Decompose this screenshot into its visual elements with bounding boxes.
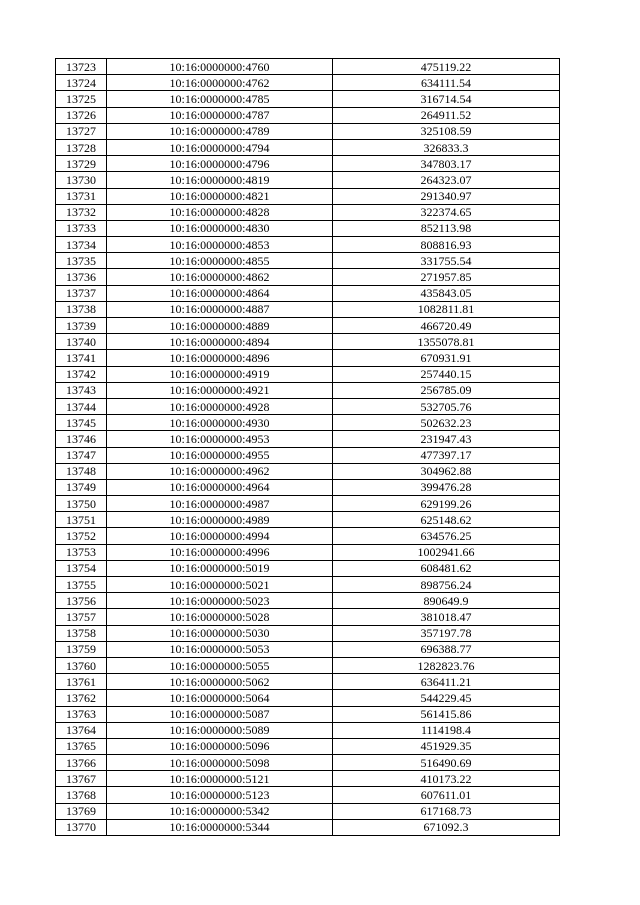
- cadastral-number-cell: 10:16:0000000:4862: [107, 269, 333, 285]
- cadastral-number-cell: 10:16:0000000:4928: [107, 398, 333, 414]
- row-number-cell: 13745: [56, 415, 107, 431]
- row-number-cell: 13763: [56, 706, 107, 722]
- table-row: [56, 301, 560, 317]
- value-cell: 264911.52: [333, 107, 560, 123]
- row-number-cell: 13752: [56, 528, 107, 544]
- cadastral-number-cell: 10:16:0000000:4794: [107, 139, 333, 155]
- value-cell: 670931.91: [333, 350, 560, 366]
- row-number-cell: 13746: [56, 431, 107, 447]
- value-cell: 1082811.81: [333, 301, 560, 317]
- row-number-cell: 13759: [56, 641, 107, 657]
- table-row: [56, 706, 560, 722]
- cadastral-number-cell: 10:16:0000000:4964: [107, 479, 333, 495]
- row-number-cell: 13750: [56, 496, 107, 512]
- table-row: [56, 447, 560, 463]
- cadastral-number-cell: 10:16:0000000:5064: [107, 690, 333, 706]
- cadastral-number-cell: 10:16:0000000:4930: [107, 415, 333, 431]
- row-number-cell: 13756: [56, 593, 107, 609]
- value-cell: 316714.54: [333, 91, 560, 107]
- value-cell: 291340.97: [333, 188, 560, 204]
- value-cell: 629199.26: [333, 496, 560, 512]
- value-cell: 1002941.66: [333, 544, 560, 560]
- table-body: [56, 59, 560, 836]
- table-row: [56, 512, 560, 528]
- row-number-cell: 13729: [56, 156, 107, 172]
- value-cell: 561415.86: [333, 706, 560, 722]
- value-cell: 636411.21: [333, 674, 560, 690]
- row-number-cell: 13761: [56, 674, 107, 690]
- cadastral-number-cell: 10:16:0000000:4796: [107, 156, 333, 172]
- cadastral-number-cell: 10:16:0000000:4989: [107, 512, 333, 528]
- value-cell: 1114198.4: [333, 722, 560, 738]
- value-cell: 634576.25: [333, 528, 560, 544]
- row-number-cell: 13762: [56, 690, 107, 706]
- value-cell: 516490.69: [333, 755, 560, 771]
- cadastral-number-cell: 10:16:0000000:4887: [107, 301, 333, 317]
- table-row: [56, 560, 560, 576]
- row-number-cell: 13739: [56, 318, 107, 334]
- cadastral-number-cell: 10:16:0000000:4921: [107, 382, 333, 398]
- row-number-cell: 13742: [56, 366, 107, 382]
- table-row: [56, 59, 560, 75]
- table-row: [56, 139, 560, 155]
- row-number-cell: 13744: [56, 398, 107, 414]
- value-cell: 466720.49: [333, 318, 560, 334]
- cadastral-number-cell: 10:16:0000000:4760: [107, 59, 333, 75]
- table-row: [56, 787, 560, 803]
- table-row: [56, 285, 560, 301]
- row-number-cell: 13725: [56, 91, 107, 107]
- table-row: [56, 479, 560, 495]
- cadastral-number-cell: 10:16:0000000:4819: [107, 172, 333, 188]
- row-number-cell: 13757: [56, 609, 107, 625]
- table-row: [56, 577, 560, 593]
- table-row: [56, 641, 560, 657]
- table-row: [56, 220, 560, 236]
- value-cell: 502632.23: [333, 415, 560, 431]
- cadastral-number-cell: 10:16:0000000:5021: [107, 577, 333, 593]
- cadastral-number-cell: 10:16:0000000:4830: [107, 220, 333, 236]
- cadastral-number-cell: 10:16:0000000:4896: [107, 350, 333, 366]
- table-row: [56, 593, 560, 609]
- cadastral-number-cell: 10:16:0000000:4864: [107, 285, 333, 301]
- row-number-cell: 13751: [56, 512, 107, 528]
- cadastral-number-cell: 10:16:0000000:5342: [107, 803, 333, 819]
- row-number-cell: 13768: [56, 787, 107, 803]
- value-cell: 451929.35: [333, 738, 560, 754]
- row-number-cell: 13758: [56, 625, 107, 641]
- table-row: [56, 755, 560, 771]
- value-cell: 477397.17: [333, 447, 560, 463]
- cadastral-number-cell: 10:16:0000000:5096: [107, 738, 333, 754]
- cadastral-number-cell: 10:16:0000000:4785: [107, 91, 333, 107]
- row-number-cell: 13753: [56, 544, 107, 560]
- table-row: [56, 415, 560, 431]
- cadastral-number-cell: 10:16:0000000:5089: [107, 722, 333, 738]
- row-number-cell: 13738: [56, 301, 107, 317]
- cadastral-number-cell: 10:16:0000000:4994: [107, 528, 333, 544]
- table-row: [56, 771, 560, 787]
- table-row: [56, 722, 560, 738]
- value-cell: 357197.78: [333, 625, 560, 641]
- table-row: [56, 528, 560, 544]
- value-cell: 852113.98: [333, 220, 560, 236]
- cadastral-number-cell: 10:16:0000000:5062: [107, 674, 333, 690]
- row-number-cell: 13734: [56, 237, 107, 253]
- row-number-cell: 13724: [56, 75, 107, 91]
- cadastral-number-cell: 10:16:0000000:5028: [107, 609, 333, 625]
- row-number-cell: 13764: [56, 722, 107, 738]
- row-number-cell: 13766: [56, 755, 107, 771]
- row-number-cell: 13754: [56, 560, 107, 576]
- row-number-cell: 13726: [56, 107, 107, 123]
- row-number-cell: 13727: [56, 123, 107, 139]
- row-number-cell: 13760: [56, 657, 107, 673]
- cadastral-number-cell: 10:16:0000000:4762: [107, 75, 333, 91]
- cadastral-number-cell: 10:16:0000000:5030: [107, 625, 333, 641]
- value-cell: 322374.65: [333, 204, 560, 220]
- table-row: [56, 318, 560, 334]
- table-row: [56, 123, 560, 139]
- cadastral-number-cell: 10:16:0000000:5098: [107, 755, 333, 771]
- value-cell: 696388.77: [333, 641, 560, 657]
- table-row: [56, 738, 560, 754]
- table-row: [56, 803, 560, 819]
- cadastral-value-table: [55, 58, 560, 836]
- table-row: [56, 463, 560, 479]
- table-row: [56, 544, 560, 560]
- value-cell: 1355078.81: [333, 334, 560, 350]
- table-row: [56, 350, 560, 366]
- value-cell: 304962.88: [333, 463, 560, 479]
- table-row: [56, 431, 560, 447]
- table-row: [56, 819, 560, 835]
- table-row: [56, 674, 560, 690]
- row-number-cell: 13743: [56, 382, 107, 398]
- cadastral-number-cell: 10:16:0000000:4828: [107, 204, 333, 220]
- value-cell: 325108.59: [333, 123, 560, 139]
- value-cell: 634111.54: [333, 75, 560, 91]
- value-cell: 326833.3: [333, 139, 560, 155]
- table-row: [56, 609, 560, 625]
- row-number-cell: 13765: [56, 738, 107, 754]
- cadastral-number-cell: 10:16:0000000:4789: [107, 123, 333, 139]
- cadastral-number-cell: 10:16:0000000:4962: [107, 463, 333, 479]
- cadastral-number-cell: 10:16:0000000:5053: [107, 641, 333, 657]
- cadastral-number-cell: 10:16:0000000:4919: [107, 366, 333, 382]
- value-cell: 347803.17: [333, 156, 560, 172]
- table-row: [56, 188, 560, 204]
- row-number-cell: 13770: [56, 819, 107, 835]
- table-row: [56, 398, 560, 414]
- cadastral-number-cell: 10:16:0000000:5019: [107, 560, 333, 576]
- table-row: [56, 382, 560, 398]
- table-row: [56, 75, 560, 91]
- cadastral-number-cell: 10:16:0000000:4894: [107, 334, 333, 350]
- cadastral-number-cell: 10:16:0000000:4855: [107, 253, 333, 269]
- row-number-cell: 13723: [56, 59, 107, 75]
- row-number-cell: 13769: [56, 803, 107, 819]
- row-number-cell: 13731: [56, 188, 107, 204]
- table-row: [56, 334, 560, 350]
- cadastral-number-cell: 10:16:0000000:4889: [107, 318, 333, 334]
- table-row: [56, 204, 560, 220]
- value-cell: 1282823.76: [333, 657, 560, 673]
- cadastral-number-cell: 10:16:0000000:4955: [107, 447, 333, 463]
- table-row: [56, 107, 560, 123]
- cadastral-number-cell: 10:16:0000000:4787: [107, 107, 333, 123]
- value-cell: 257440.15: [333, 366, 560, 382]
- cadastral-number-cell: 10:16:0000000:4987: [107, 496, 333, 512]
- value-cell: 625148.62: [333, 512, 560, 528]
- value-cell: 264323.07: [333, 172, 560, 188]
- row-number-cell: 13755: [56, 577, 107, 593]
- table-row: [56, 366, 560, 382]
- cadastral-number-cell: 10:16:0000000:4853: [107, 237, 333, 253]
- value-cell: 608481.62: [333, 560, 560, 576]
- value-cell: 544229.45: [333, 690, 560, 706]
- value-cell: 271957.85: [333, 269, 560, 285]
- cadastral-number-cell: 10:16:0000000:5023: [107, 593, 333, 609]
- row-number-cell: 13749: [56, 479, 107, 495]
- value-cell: 381018.47: [333, 609, 560, 625]
- value-cell: 671092.3: [333, 819, 560, 835]
- cadastral-number-cell: 10:16:0000000:4996: [107, 544, 333, 560]
- cadastral-number-cell: 10:16:0000000:5121: [107, 771, 333, 787]
- value-cell: 607611.01: [333, 787, 560, 803]
- row-number-cell: 13737: [56, 285, 107, 301]
- table-row: [56, 237, 560, 253]
- row-number-cell: 13736: [56, 269, 107, 285]
- table-row: [56, 496, 560, 512]
- row-number-cell: 13732: [56, 204, 107, 220]
- cadastral-number-cell: 10:16:0000000:4821: [107, 188, 333, 204]
- row-number-cell: 13735: [56, 253, 107, 269]
- table-row: [56, 156, 560, 172]
- value-cell: 399476.28: [333, 479, 560, 495]
- row-number-cell: 13748: [56, 463, 107, 479]
- value-cell: 808816.93: [333, 237, 560, 253]
- row-number-cell: 13767: [56, 771, 107, 787]
- table-row: [56, 657, 560, 673]
- cadastral-number-cell: 10:16:0000000:4953: [107, 431, 333, 447]
- cadastral-number-cell: 10:16:0000000:5055: [107, 657, 333, 673]
- cadastral-number-cell: 10:16:0000000:5087: [107, 706, 333, 722]
- value-cell: 532705.76: [333, 398, 560, 414]
- table-row: [56, 172, 560, 188]
- value-cell: 256785.09: [333, 382, 560, 398]
- value-cell: 435843.05: [333, 285, 560, 301]
- value-cell: 898756.24: [333, 577, 560, 593]
- value-cell: 231947.43: [333, 431, 560, 447]
- table-row: [56, 253, 560, 269]
- row-number-cell: 13740: [56, 334, 107, 350]
- row-number-cell: 13733: [56, 220, 107, 236]
- value-cell: 890649.9: [333, 593, 560, 609]
- row-number-cell: 13728: [56, 139, 107, 155]
- value-cell: 331755.54: [333, 253, 560, 269]
- row-number-cell: 13741: [56, 350, 107, 366]
- cadastral-number-cell: 10:16:0000000:5344: [107, 819, 333, 835]
- value-cell: 617168.73: [333, 803, 560, 819]
- cadastral-number-cell: 10:16:0000000:5123: [107, 787, 333, 803]
- row-number-cell: 13747: [56, 447, 107, 463]
- table-row: [56, 690, 560, 706]
- row-number-cell: 13730: [56, 172, 107, 188]
- value-cell: 410173.22: [333, 771, 560, 787]
- value-cell: 475119.22: [333, 59, 560, 75]
- table-row: [56, 269, 560, 285]
- table-row: [56, 625, 560, 641]
- table-row: [56, 91, 560, 107]
